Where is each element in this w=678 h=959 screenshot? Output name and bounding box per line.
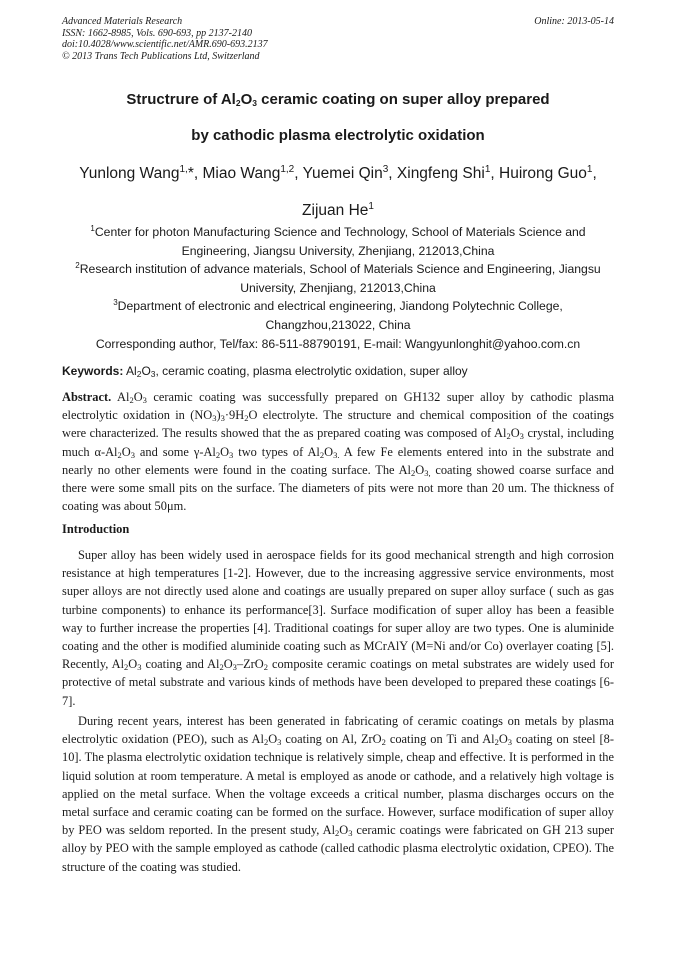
- affiliation: $^2$Research institution of advance materials, School of Materials Science and Engineering, Jiangsu University, Zhenjiang, 212013,China: [75, 261, 601, 295]
- abstract-label: Abstract.: [62, 390, 112, 404]
- author-list: Yunlong Wang$^{1,}$*, Miao Wang$^{1,2}$, Yuemei Qin$^3$, Xingfeng Shi$^1$, Huirong Guo$^1$, Zijuan He$^1$: [79, 164, 597, 219]
- author: Zijuan He: [302, 202, 369, 219]
- doi-line: doi:10.4028/www.scientific.net/AMR.690-693.2137: [62, 39, 268, 51]
- corresponding-mark: *: [187, 165, 194, 182]
- affiliation: $^3$Department of electronic and electrical engineering, Jiandong Polytechnic College, Changzhou,213022, China: [113, 298, 563, 332]
- copyright-line: © 2013 Trans Tech Publications Ltd, Switzerland: [62, 50, 260, 62]
- section-heading-introduction: Introduction: [62, 522, 130, 536]
- author: Huirong Guo: [499, 165, 587, 182]
- affiliation: $^1$Center for photon Manufacturing Science and Technology, School of Materials Science and Engineering, Jiangsu University, Zhenjiang, 212013,China: [90, 224, 586, 258]
- keywords-label: Keywords:: [62, 364, 124, 378]
- intro-paragraph: Super alloy has been widely used in aerospace fields for its good mechanical strength and high corrosion resistance at high temperatures [1-2]. However, due to the increasing aggressive service environments, most super alloys are not directly used alone and coatings are usually prepared on super alloy surface ( such as gas turbine components) to enhance its performance[3]. Surface modification of super alloy has been a feasible way to further increase the properties [4]. Traditional coatings for super alloy are two types. One is aluminide coating and the other is modified aluminide coating such as MCrAlY (M=Ni and/or Co) overlayer coating [5]. Recently, $Al_2O_3$ coating and $Al_2O_3-ZrO_2$ composite ceramic coatings on metal substrates are widely used for protective of metal substrate and various kinds of methods have been developed to prepared these coatings [6-7].: [62, 548, 614, 708]
- author: Yuemei Qin: [302, 165, 383, 182]
- online-date: Online: 2013-05-14: [534, 16, 614, 27]
- corresponding-author: Corresponding author, Tel/fax: 86-511-88790191, E-mail: Wangyunlonghit@yahoo.com.cn: [95, 336, 581, 351]
- keywords: Keywords: $Al_2O_3$, ceramic coating, plasma electrolytic oxidation, super alloy: [62, 364, 468, 379]
- author: Xingfeng Shi: [396, 165, 485, 182]
- journal-name: Advanced Materials Research: [62, 16, 183, 27]
- abstract: Abstract. $Al_2O_3$ ceramic coating was successfully prepared on GH132 super alloy by cathodic plasma electrolytic oxidation in $(NO_3)_3\cdot 9H_2O$ electrolyte. The structure and chemical composition of the coatings were characterized. The results showed that the as prepared coating was composed of $Al_2O_3$ crystal, including much $\alpha-Al_2O_3$ and some $\gamma-Al_2O_3$ two types of $Al_2O_{3.}$ A few Fe elements entered into in the substrate and nearly no other elements were found in the coating surface. The $Al_2O_{3,}$ coating showed coarse surface and there were some small pits on the surface. The diameters of pits were not more than 20 um. The thickness of coating was about 50μm.: [62, 390, 614, 514]
- intro-paragraph: During recent years, interest has been generated in fabricating of ceramic coatings on metals by plasma electrolytic oxidation (PEO), such as $Al_2O_3$ coating on Al, ZrO$_2$ coating on Ti and $Al_2O_3$ coating on steel [8-10]. The plasma electrolytic oxidation technique is relatively simple, cheap and effective. It is performed in the liquid solution at room temperature. A metal is employed as anode or cathode, and a relatively high voltage is applied on the metal surface. When the voltage exceeds a critical number, plasma discharges occurs on the metal surface and ceramic coating can be formed on the surface. However, surface modification of super alloy by PEO was seldom reported. In the present study, $Al_2O_3$ ceramic coatings were fabricated on GH 213 super alloy by PEO with the sample employed as cathode (called cathodic plasma electrolytic oxidation, CPEO). The structure of the coating was studied.: [62, 714, 614, 874]
- author: Yunlong Wang: [79, 165, 180, 182]
- author: Miao Wang: [202, 165, 281, 182]
- paper-title-line-2: by cathodic plasma electrolytic oxidation: [191, 127, 485, 144]
- paper-title: Structrure of $Al_2O_3$ ceramic coating on super alloy prepared: [126, 91, 550, 108]
- affiliations: [66, 223, 610, 353]
- issn-line: ISSN: 1662-8985, Vols. 690-693, pp 2137-2140: [62, 27, 252, 39]
- journal-metadata: [62, 16, 268, 62]
